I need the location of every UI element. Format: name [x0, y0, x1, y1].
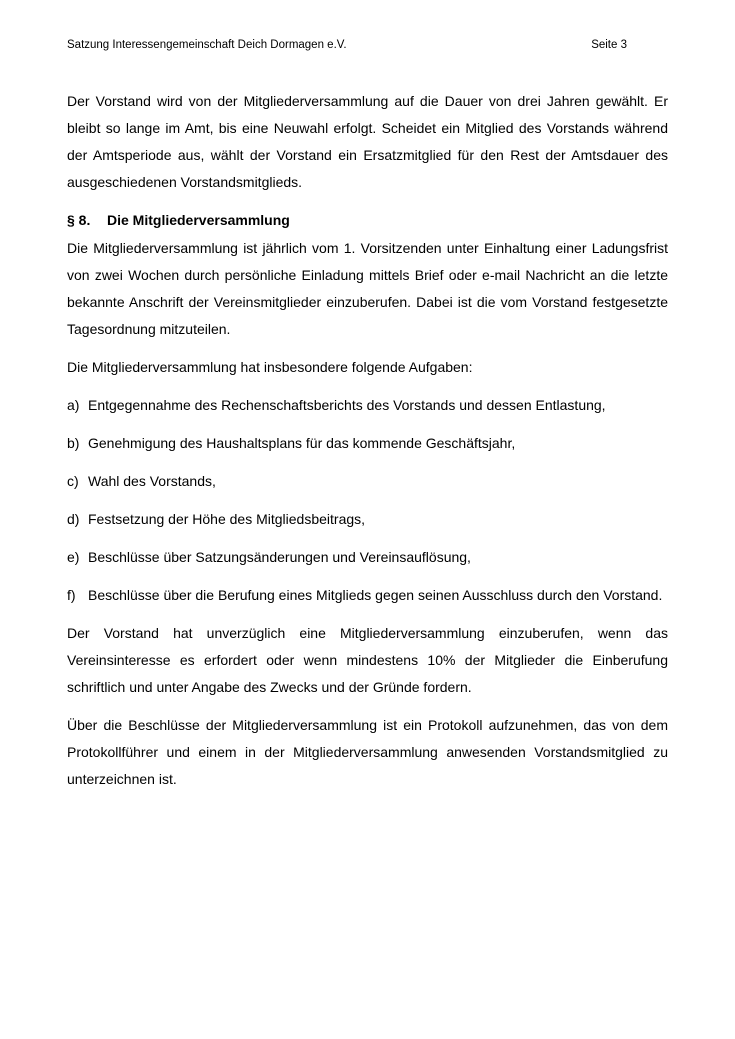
section-number: § 8. [67, 212, 91, 228]
paragraph-protokoll: Über die Beschlüsse der Mitgliederversammlung ist ein Protokoll aufzunehmen, das von dem Protokollführer und einem in der Mitgliederversammlung anwesenden Vorstandsmitglied zu unterzeichnen ist. [67, 717, 668, 787]
list-item-marker: f) [67, 587, 76, 603]
list-item [67, 506, 668, 533]
list-item-marker: e) [67, 549, 80, 565]
list-item-text: Festsetzung der Höhe des Mitgliedsbeitrags, [88, 511, 366, 527]
list-item-text: Wahl des Vorstands, [88, 473, 216, 489]
paragraph-aufgaben-intro: Die Mitgliederversammlung hat insbesondere folgende Aufgaben: [67, 359, 473, 375]
page-header [67, 38, 668, 52]
list-item [67, 582, 668, 609]
document-content [67, 88, 668, 793]
section-heading [67, 207, 668, 234]
paragraph-vorstand-amtsdauer: Der Vorstand wird von der Mitgliederversammlung auf die Dauer von drei Jahren gewählt. Er bleibt so lange im Amt, bis eine Neuwahl erfolgt. Scheidet ein Mitglied des Vorstands während der Amtsperiode aus, wählt der Vorstand ein Ersatzmitglied für den Rest der Amtsdauer des ausgeschiedenen Vorstandsmitglieds. [67, 93, 668, 190]
list-item-text: Genehmigung des Haushaltsplans für das kommende Geschäftsjahr, [88, 435, 516, 451]
list-item-text: Beschlüsse über Satzungsänderungen und Vereinsauflösung, [88, 549, 471, 565]
header-title: Satzung Interessengemeinschaft Deich Dormagen e.V. [67, 39, 347, 51]
list-item-marker: c) [67, 473, 79, 489]
header-page-number: Seite 3 [591, 39, 627, 51]
list-item [67, 392, 668, 419]
list-item-text: Beschlüsse über die Berufung eines Mitglieds gegen seinen Ausschluss durch den Vorstand. [88, 587, 663, 603]
list-item-marker: d) [67, 511, 80, 527]
aufgaben-list [67, 392, 668, 609]
list-item [67, 544, 668, 571]
paragraph-einberufung: Die Mitgliederversammlung ist jährlich vom 1. Vorsitzenden unter Einhaltung einer Ladungsfrist von zwei Wochen durch persönliche Einladung mittels Brief oder e-mail Nachricht an die letzte bekannte Anschrift der Vereinsmitglieder einzuberufen. Dabei ist die vom Vorstand festgesetzte Tagesordnung mitzuteilen. [67, 240, 668, 337]
list-item-marker: b) [67, 435, 80, 451]
list-item-marker: a) [67, 397, 80, 413]
section-title: Die Mitgliederversammlung [107, 212, 290, 228]
paragraph-einberufung-pflicht: Der Vorstand hat unverzüglich eine Mitgliederversammlung einzuberufen, wenn das Vereinsinteresse es erfordert oder wenn mindestens 10% der Mitglieder die Einberufung schriftlich und unter Angabe des Zwecks und der Gründe fordern. [67, 625, 668, 695]
list-item-text: Entgegennahme des Rechenschaftsberichts des Vorstands und dessen Entlastung, [88, 397, 606, 413]
list-item [67, 468, 668, 495]
list-item [67, 430, 668, 457]
